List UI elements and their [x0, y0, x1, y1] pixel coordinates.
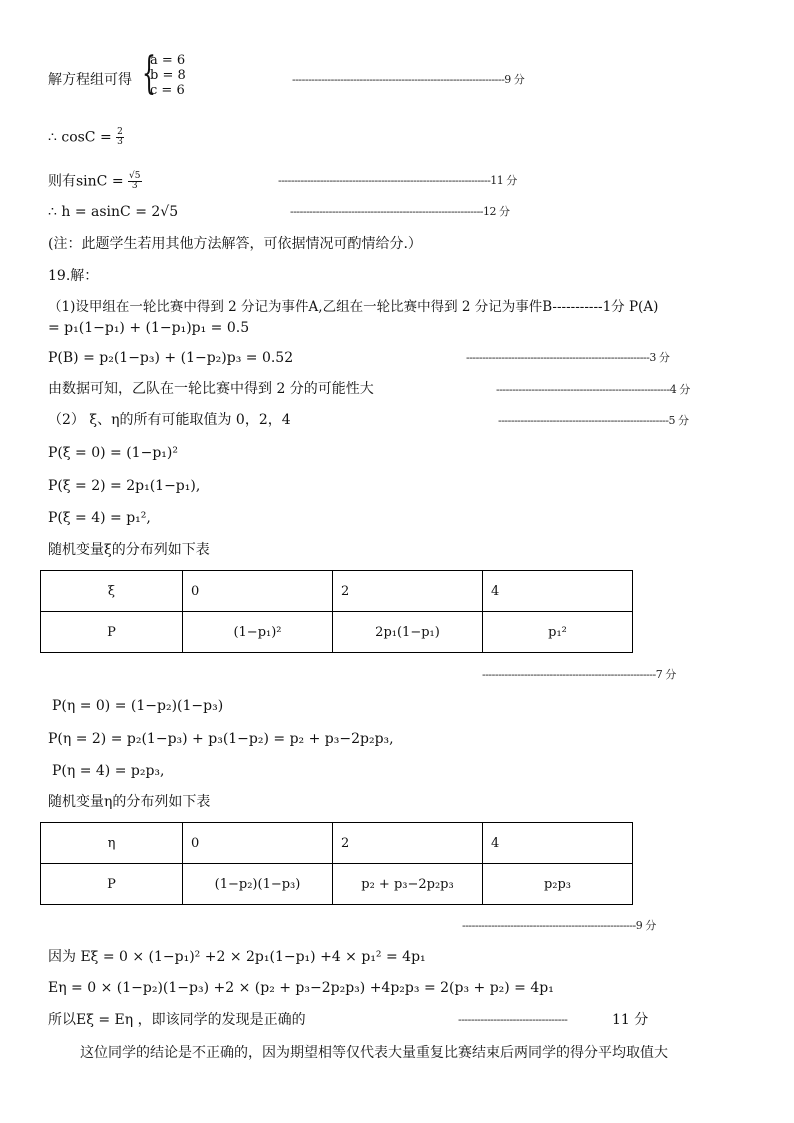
score-marker-11: ------------------------------------------------------------------11 分 [278, 174, 517, 187]
cosc-prefix: ∴ cosC = [48, 129, 112, 146]
score-marker-9b: ------------------------------------------------------9 分 [462, 919, 656, 932]
so-line: 所以Eξ = Eη ，即该同学的发现是正确的 [48, 1012, 306, 1028]
score-marker-4: ------------------------------------------------------4 分 [496, 383, 690, 396]
score-marker-3: ---------------------------------------------------------3 分 [466, 351, 670, 364]
table-cell: 2p₁(1−p₁) [333, 612, 483, 653]
p-xi-0: P(ξ = 0) = (1−p₁)² [48, 445, 178, 461]
table-cell: P [41, 612, 183, 653]
p-xi-4: P(ξ = 4) = p₁², [48, 510, 151, 526]
system-equations [150, 53, 186, 98]
table-cell: p₂p₃ [483, 864, 633, 905]
eq-c: c = 6 [150, 83, 185, 98]
conclusion-1: 由数据可知，乙队在一轮比赛中得到 2 分的可能性大 [48, 381, 374, 397]
table-row [41, 612, 633, 653]
solve-label: 解方程组可得 [48, 72, 132, 88]
eta-table-title: 随机变量η的分布列如下表 [48, 794, 211, 810]
p-xi-2: P(ξ = 2) = 2p₁(1−p₁), [48, 478, 201, 494]
cosc-line [48, 128, 124, 147]
table-cell: 2 [333, 571, 483, 612]
table-cell: p₁² [483, 612, 633, 653]
pa-continuation: = p₁(1−p₁) + (1−p₁)p₁ = 0.5 [48, 320, 250, 336]
final-paragraph: 这位同学的结论是不正确的，因为期望相等仅代表大量重复比赛结束后两同学的得分平均取值大 [80, 1045, 668, 1061]
cosc-den: 3 [117, 137, 123, 147]
sinc-prefix: 则有sinC = [48, 173, 124, 190]
xi-distribution-table [40, 570, 633, 653]
cosc-num: 2 [117, 127, 123, 137]
table-cell: η [41, 823, 183, 864]
table-cell: 4 [483, 823, 633, 864]
note-text: (注：此题学生若用其他方法解答，可依据情况可酌情给分.） [48, 236, 422, 252]
p-eta-4: P(η = 4) = p₂p₃, [52, 763, 165, 779]
table-cell: 4 [483, 571, 633, 612]
question-19-heading: 19.解： [48, 268, 99, 284]
table-row [41, 864, 633, 905]
table-row [41, 823, 633, 864]
e-xi-line: 因为 Eξ = 0 × (1−p₁)² +2 × 2p₁(1−p₁) +4 × p₁² = 4p₁ [48, 949, 426, 965]
table-cell: (1−p₂)(1−p₃) [183, 864, 333, 905]
table-cell: (1−p₁)² [183, 612, 333, 653]
score-marker-11b: ---------------------------------- [458, 1013, 568, 1026]
part1-text: （1)设甲组在一轮比赛中得到 2 分记为事件A,乙组在一轮比赛中得到 2 分记为事件B-----------1分 P(A) [48, 299, 659, 315]
score-marker-12: ------------------------------------------------------------12 分 [290, 205, 510, 218]
system-brace: { [142, 48, 156, 99]
table-cell: 0 [183, 571, 333, 612]
table-cell: P [41, 864, 183, 905]
table-cell: ξ [41, 571, 183, 612]
sinc-den: 3 [131, 181, 138, 191]
sinc-num: √5 [129, 171, 141, 181]
pb-line: P(B) = p₂(1−p₃) + (1−p₂)p₃ = 0.52 [48, 350, 294, 366]
score-11-label: 11 分 [612, 1012, 649, 1028]
eq-a: a = 6 [150, 53, 186, 68]
eta-distribution-table [40, 822, 633, 905]
p-eta-0: P(η = 0) = (1−p₂)(1−p₃) [52, 698, 224, 714]
table-cell: p₂ + p₃−2p₂p₃ [333, 864, 483, 905]
table-row [41, 571, 633, 612]
e-eta-line: Eη = 0 × (1−p₂)(1−p₃) +2 × (p₂ + p₃−2p₂p₃) +4p₂p₃ = 2(p₃ + p₂) = 4p₁ [48, 980, 554, 996]
part2-text: （2） ξ、η的所有可能取值为 0，2，4 [48, 412, 291, 428]
eq-b: b = 8 [150, 68, 186, 83]
score-marker-9: ------------------------------------------------------------------9 分 [292, 73, 525, 86]
xi-table-title: 随机变量ξ的分布列如下表 [48, 542, 210, 558]
cosc-fraction [116, 128, 124, 147]
sinc-line [48, 172, 142, 191]
score-marker-5: -----------------------------------------------------5 分 [498, 414, 689, 427]
table-cell: 2 [333, 823, 483, 864]
h-line: ∴ h = asinC = 2√5 [48, 204, 179, 220]
score-marker-7: ------------------------------------------------------7 分 [482, 668, 676, 681]
table-cell: 0 [183, 823, 333, 864]
p-eta-2: P(η = 2) = p₂(1−p₃) + p₃(1−p₂) = p₂ + p₃−2p₂p₃, [48, 731, 394, 747]
sinc-fraction [128, 172, 141, 191]
